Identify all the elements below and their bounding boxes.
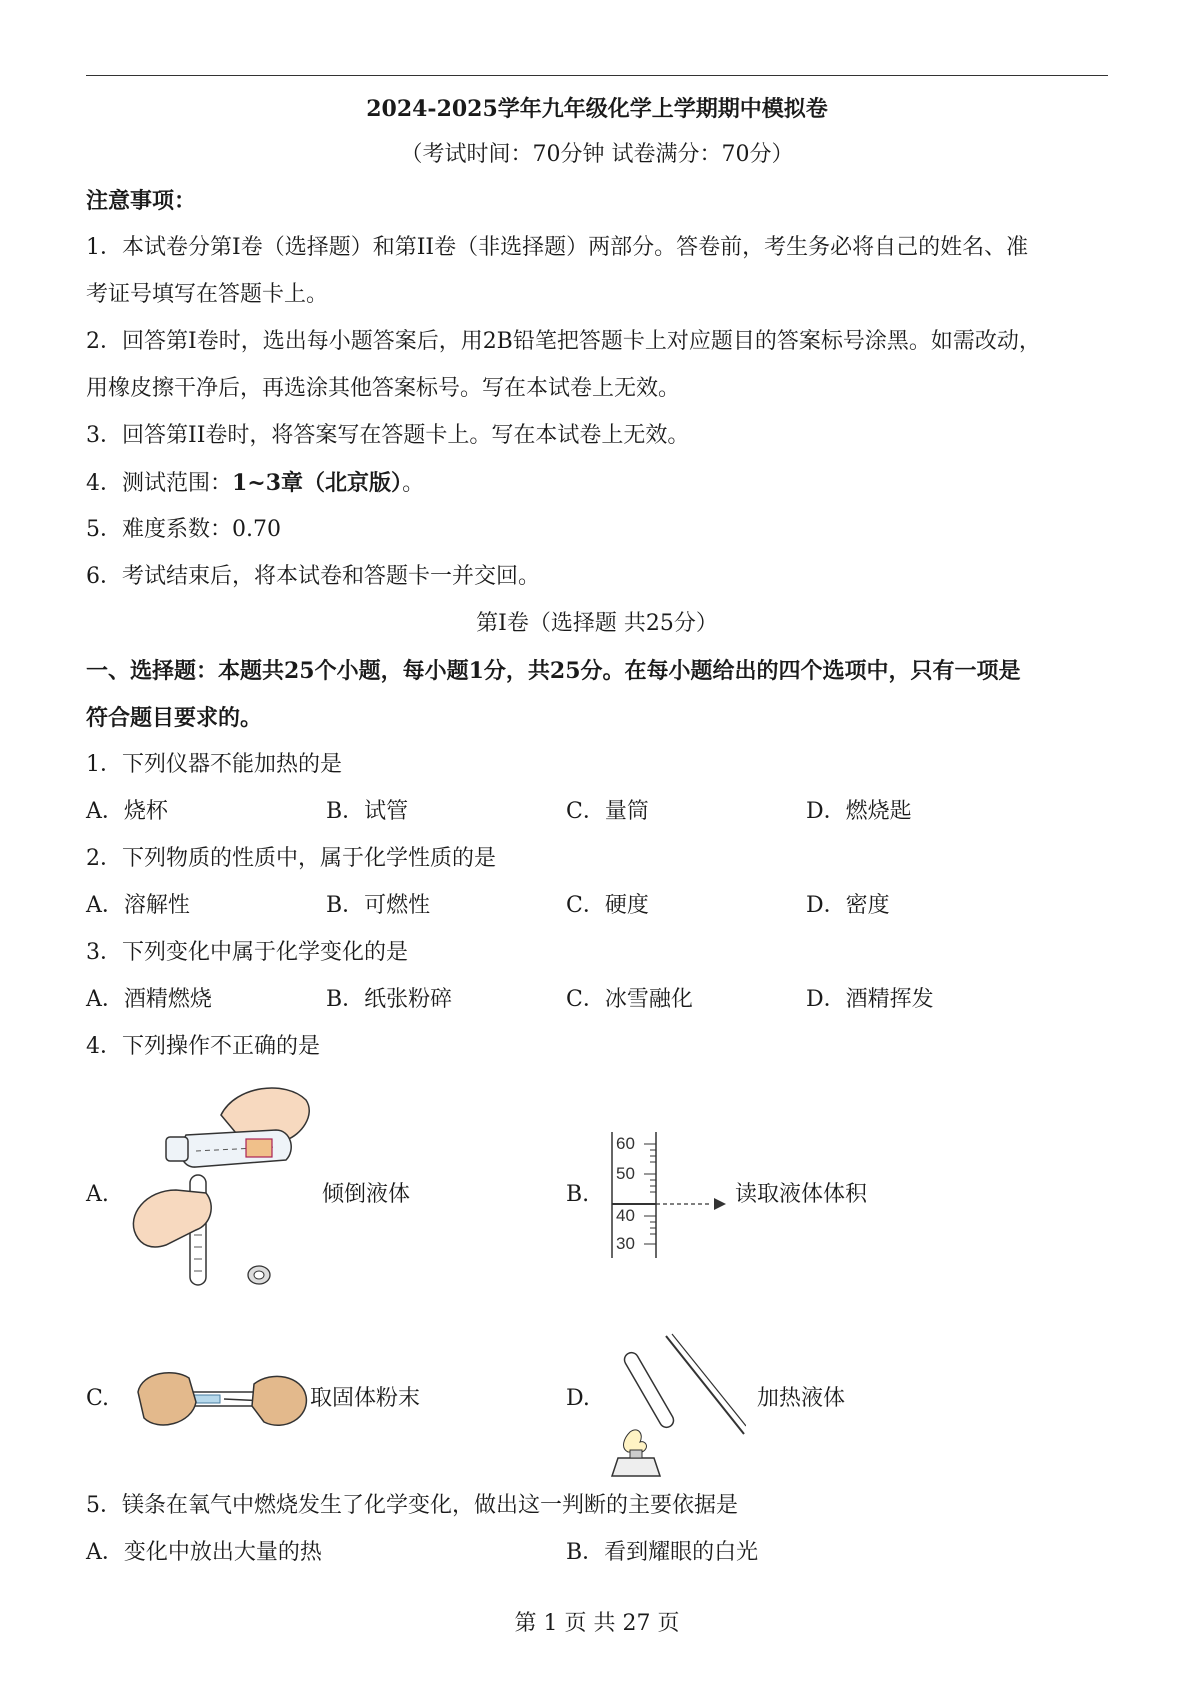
eye-icon [714, 1198, 726, 1210]
question-5-option-a: A．变化中放出大量的热 [86, 1540, 322, 1565]
question-5-option-b: B．看到耀眼的白光 [566, 1540, 759, 1565]
exam-subtitle: （考试时间：70分钟 试卷满分：70分） [400, 142, 794, 167]
section-title: 第I卷（选择题 共25分） [476, 611, 718, 636]
note-line-3: 3．回答第II卷时，将答案写在答题卡上。写在本试卷上无效。 [86, 423, 690, 448]
scale-label-30: 30 [616, 1234, 635, 1253]
figure-d-letter: D. [566, 1386, 590, 1411]
question-2-option-a: A．溶解性 [86, 893, 190, 918]
question-1-option-c: C．量筒 [566, 799, 649, 824]
section-instruction-2: 符合题目要求的。 [86, 705, 263, 731]
question-3-option-c: C．冰雪融化 [566, 987, 693, 1012]
heating-liquid-illustration [606, 1330, 746, 1480]
question-2-option-d: D．密度 [806, 893, 890, 918]
graduated-cylinder-illustration [604, 1130, 734, 1260]
powder-test-tube-illustration [134, 1362, 310, 1438]
scale-label-40: 40 [616, 1206, 635, 1225]
question-1-option-d: D．燃烧匙 [806, 799, 912, 824]
header-rule [86, 75, 1108, 76]
note-line-6: 6．考试结束后，将本试卷和答题卡一并交回。 [86, 564, 540, 589]
note-line-4 [86, 468, 424, 499]
note-line-5: 5．难度系数：0.70 [86, 517, 281, 542]
scale-label-60: 60 [616, 1134, 635, 1153]
note-4-prefix: 4．测试范围： [86, 471, 232, 496]
exam-title: 2024-2025学年九年级化学上学期期中模拟卷 [366, 96, 828, 122]
note-line-1-cont: 考证号填写在答题卡上。 [86, 282, 329, 307]
question-2-stem: 2．下列物质的性质中，属于化学性质的是 [86, 846, 496, 871]
question-3-option-d: D．酒精挥发 [806, 987, 934, 1012]
figure-c-caption: 取固体粉末 [310, 1386, 421, 1411]
figure-c-letter: C. [86, 1386, 110, 1411]
question-3-stem: 3．下列变化中属于化学变化的是 [86, 940, 408, 965]
page-footer: 第 1 页 共 27 页 [514, 1611, 680, 1636]
figure-b-caption: 读取液体体积 [735, 1182, 868, 1207]
question-3-option-b: B．纸张粉碎 [326, 987, 453, 1012]
figure-b-letter: B. [566, 1182, 590, 1207]
figure-d-caption: 加热液体 [757, 1386, 846, 1411]
note-4-range: 1~3章（北京版） [232, 470, 403, 496]
figure-a-caption: 倾倒液体 [322, 1182, 411, 1207]
question-1-option-a: A．烧杯 [86, 799, 168, 824]
notes-heading: 注意事项： [86, 188, 197, 214]
question-1-option-b: B．试管 [326, 799, 409, 824]
question-3-option-a: A．酒精燃烧 [86, 987, 212, 1012]
note-line-1: 1．本试卷分第I卷（选择题）和第II卷（非选择题）两部分。答卷前，考生务必将自己的姓名、准 [86, 235, 1029, 260]
pouring-liquid-illustration [126, 1075, 326, 1305]
question-4-stem: 4．下列操作不正确的是 [86, 1034, 320, 1059]
question-5-stem: 5．镁条在氧气中燃烧发生了化学变化，做出这一判断的主要依据是 [86, 1493, 738, 1518]
note-line-2-cont: 用橡皮擦干净后，再选涂其他答案标号。写在本试卷上无效。 [86, 376, 681, 401]
note-line-2: 2．回答第I卷时，选出每小题答案后，用2B铅笔把答题卡上对应题目的答案标号涂黑。如需改动， [86, 329, 1041, 354]
note-4-suffix: 。 [402, 471, 425, 496]
scale-label-50: 50 [616, 1164, 635, 1183]
question-1-stem: 1．下列仪器不能加热的是 [86, 752, 342, 777]
figure-a-letter: A. [86, 1182, 109, 1207]
question-2-option-b: B．可燃性 [326, 893, 431, 918]
question-2-option-c: C．硬度 [566, 893, 649, 918]
section-instruction-1: 一、选择题：本题共25个小题，每小题1分，共25分。在每小题给出的四个选项中，只有一项是 [86, 658, 1021, 684]
